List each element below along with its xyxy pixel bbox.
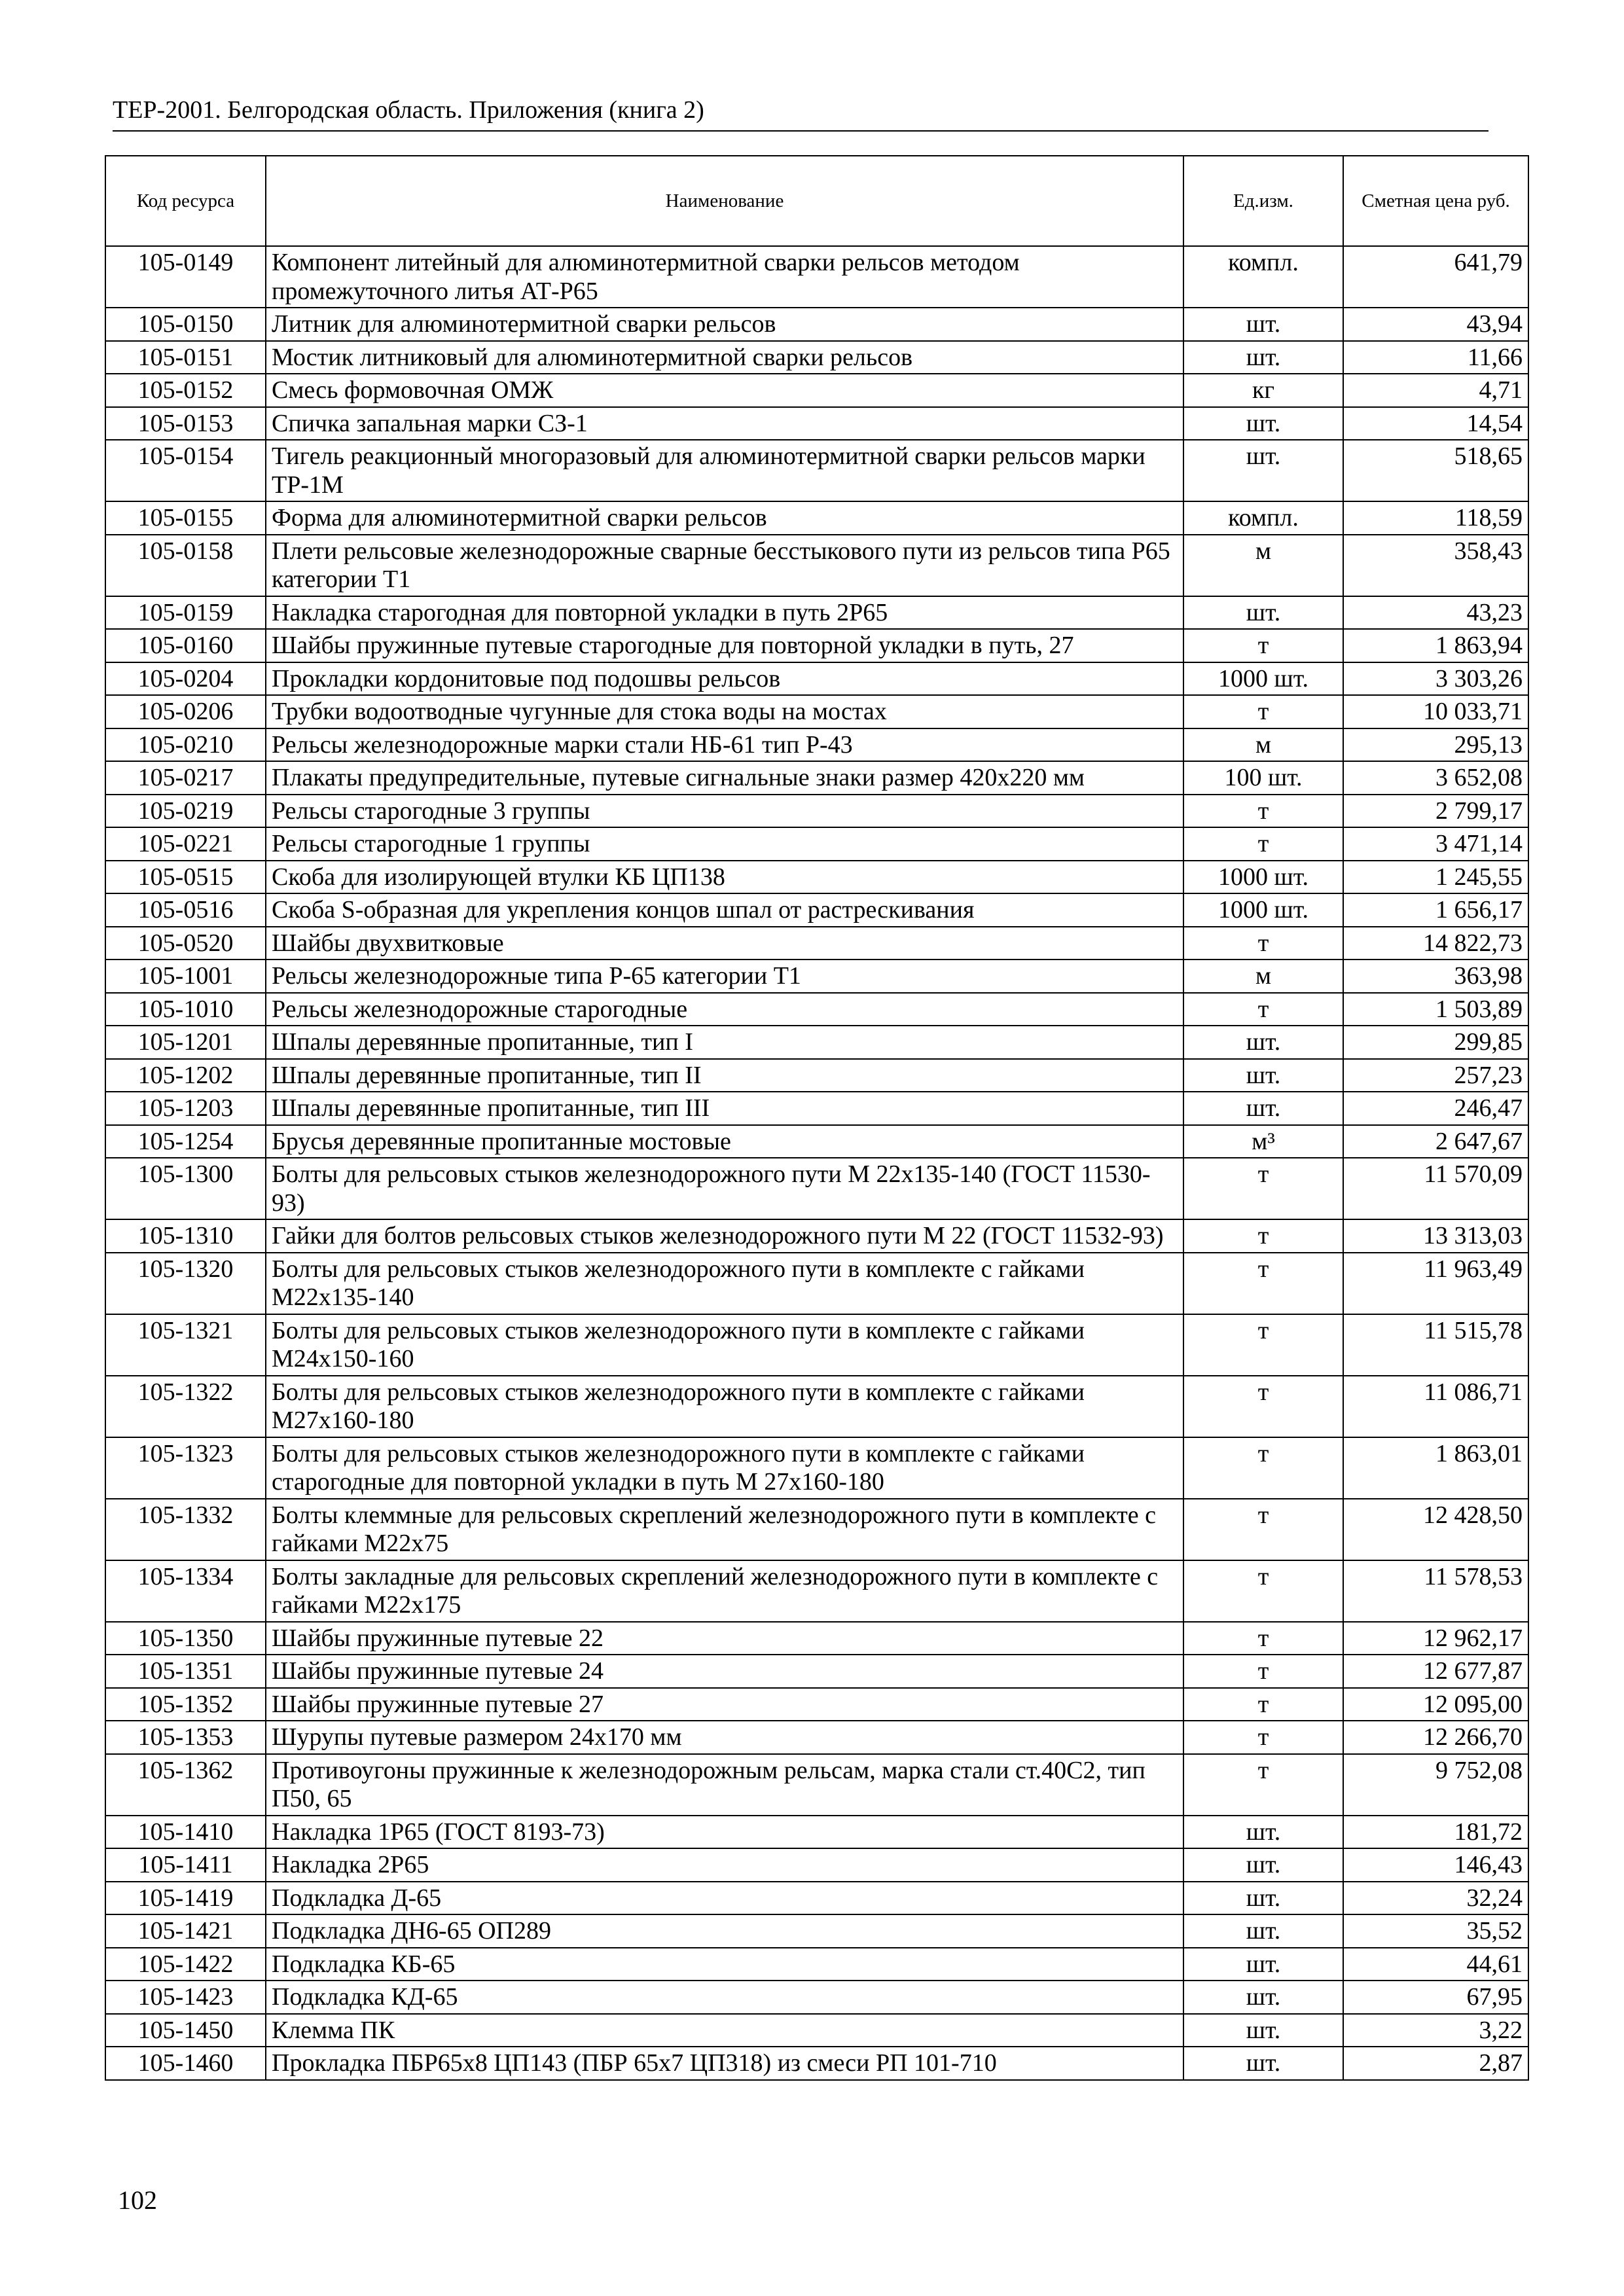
cell-price: 11 578,53 (1343, 1560, 1528, 1622)
cell-unit: шт. (1183, 596, 1343, 630)
cell-price: 67,95 (1343, 1981, 1528, 2014)
cell-price: 1 245,55 (1343, 861, 1528, 894)
cell-unit: т (1183, 1437, 1343, 1499)
cell-resource-code: 105-1254 (105, 1125, 266, 1158)
table-row (105, 1125, 1528, 1158)
cell-resource-name: Болты закладные для рельсовых скреплений железнодорожного пути в комплекте с гайками М22х175 (266, 1560, 1183, 1622)
cell-resource-name: Плакаты предупредительные, путевые сигнальные знаки размер 420х220 мм (266, 761, 1183, 795)
table-row (105, 1092, 1528, 1125)
cell-unit: шт. (1183, 1816, 1343, 1849)
table-body (105, 246, 1528, 2080)
cell-resource-name: Смесь формовочная ОМЖ (266, 374, 1183, 407)
cell-unit: т (1183, 993, 1343, 1026)
cell-price: 181,72 (1343, 1816, 1528, 1849)
cell-resource-name: Болты для рельсовых стыков железнодорожного пути в комплекте с гайками М22х135-140 (266, 1253, 1183, 1314)
cell-price: 3 652,08 (1343, 761, 1528, 795)
cell-price: 12 677,87 (1343, 1655, 1528, 1688)
cell-unit: шт. (1183, 308, 1343, 341)
table-row (105, 246, 1528, 308)
cell-resource-name: Тигель реакционный многоразовый для алюминотермитной сварки рельсов марки ТР-1М (266, 440, 1183, 501)
cell-price: 14,54 (1343, 407, 1528, 440)
cell-resource-name: Скоба S-образная для укрепления концов шпал от растрескивания (266, 893, 1183, 927)
cell-resource-name: Подкладка ДН6-65 ОП289 (266, 1914, 1183, 1948)
cell-unit: т (1183, 695, 1343, 728)
cell-resource-code: 105-1450 (105, 2014, 266, 2047)
cell-resource-code: 105-1322 (105, 1376, 266, 1437)
cell-resource-code: 105-0152 (105, 374, 266, 407)
cell-unit: т (1183, 1314, 1343, 1376)
cell-unit: шт. (1183, 2047, 1343, 2080)
cell-resource-name: Накладка старогодная для повторной укладки в путь 2Р65 (266, 596, 1183, 630)
cell-resource-name: Шайбы пружинные путевые 24 (266, 1655, 1183, 1688)
cell-resource-code: 105-1423 (105, 1981, 266, 2014)
cell-resource-name: Накладка 1Р65 (ГОСТ 8193-73) (266, 1816, 1183, 1849)
page-number: 102 (118, 2185, 157, 2215)
table-row (105, 795, 1528, 828)
table-row (105, 1655, 1528, 1688)
column-header-name: Наименование (266, 156, 1183, 246)
cell-price: 12 428,50 (1343, 1499, 1528, 1560)
cell-resource-name: Подкладка КД-65 (266, 1981, 1183, 2014)
cell-resource-code: 105-1300 (105, 1158, 266, 1219)
cell-resource-code: 105-0151 (105, 341, 266, 374)
cell-price: 11,66 (1343, 341, 1528, 374)
cell-resource-code: 105-1351 (105, 1655, 266, 1688)
cell-resource-code: 105-0160 (105, 629, 266, 662)
column-header-unit: Ед.изм. (1183, 156, 1343, 246)
cell-unit: шт. (1183, 440, 1343, 501)
cell-price: 1 863,94 (1343, 629, 1528, 662)
column-header-price (1343, 156, 1528, 246)
table-row (105, 1622, 1528, 1655)
cell-resource-name: Клемма ПК (266, 2014, 1183, 2047)
table-row (105, 1499, 1528, 1560)
cell-price: 12 095,00 (1343, 1688, 1528, 1721)
cell-resource-name: Болты клеммные для рельсовых скреплений железнодорожного пути в комплекте с гайками М22х75 (266, 1499, 1183, 1560)
cell-resource-code: 105-0219 (105, 795, 266, 828)
cell-resource-code: 105-1353 (105, 1721, 266, 1754)
cell-resource-name: Шурупы путевые размером 24х170 мм (266, 1721, 1183, 1754)
cell-unit: т (1183, 827, 1343, 861)
cell-resource-name: Рельсы железнодорожные типа Р-65 категории Т1 (266, 960, 1183, 993)
table-row (105, 535, 1528, 596)
cell-unit: м (1183, 728, 1343, 762)
cell-resource-code: 105-0217 (105, 761, 266, 795)
table-row (105, 501, 1528, 535)
cell-price: 43,94 (1343, 308, 1528, 341)
cell-resource-code: 105-0206 (105, 695, 266, 728)
cell-price: 295,13 (1343, 728, 1528, 762)
cell-resource-name: Болты для рельсовых стыков железнодорожного пути в комплекте с гайками М24х150-160 (266, 1314, 1183, 1376)
cell-resource-code: 105-0155 (105, 501, 266, 535)
table-row (105, 1376, 1528, 1437)
cell-resource-name: Рельсы железнодорожные марки стали НБ-61 тип Р-43 (266, 728, 1183, 762)
table-row (105, 728, 1528, 762)
cell-price: 2,87 (1343, 2047, 1528, 2080)
cell-unit: 1000 шт. (1183, 861, 1343, 894)
table-row (105, 2014, 1528, 2047)
cell-resource-name: Рельсы железнодорожные старогодные (266, 993, 1183, 1026)
table-row (105, 1026, 1528, 1059)
cell-resource-name: Шайбы пружинные путевые 22 (266, 1622, 1183, 1655)
cell-price: 299,85 (1343, 1026, 1528, 1059)
cell-price: 363,98 (1343, 960, 1528, 993)
cell-unit: т (1183, 1622, 1343, 1655)
table-row (105, 1253, 1528, 1314)
cell-resource-code: 105-1202 (105, 1059, 266, 1092)
cell-resource-name: Болты для рельсовых стыков железнодорожного пути в комплекте с гайками старогодные для повторной укладки в путь М 27х160-180 (266, 1437, 1183, 1499)
cell-resource-name: Болты для рельсовых стыков железнодорожного пути в комплекте с гайками М27х160-180 (266, 1376, 1183, 1437)
cell-resource-code: 105-0520 (105, 927, 266, 960)
cell-resource-code: 105-1203 (105, 1092, 266, 1125)
table-row (105, 861, 1528, 894)
cell-unit: м (1183, 960, 1343, 993)
cell-unit: м (1183, 535, 1343, 596)
cell-resource-name: Мостик литниковый для алюминотермитной сварки рельсов (266, 341, 1183, 374)
cell-price: 43,23 (1343, 596, 1528, 630)
cell-resource-code: 105-0158 (105, 535, 266, 596)
cell-resource-code: 105-1334 (105, 1560, 266, 1622)
cell-resource-code: 105-0154 (105, 440, 266, 501)
cell-unit: т (1183, 1376, 1343, 1437)
cell-unit: шт. (1183, 1059, 1343, 1092)
cell-resource-code: 105-1350 (105, 1622, 266, 1655)
cell-unit: т (1183, 795, 1343, 828)
table-row (105, 927, 1528, 960)
cell-unit: 100 шт. (1183, 761, 1343, 795)
table-row (105, 662, 1528, 696)
table-row (105, 1158, 1528, 1219)
cell-price: 246,47 (1343, 1092, 1528, 1125)
cell-resource-name: Шайбы пружинные путевые старогодные для повторной укладки в путь, 27 (266, 629, 1183, 662)
table-row (105, 1816, 1528, 1849)
table-row (105, 761, 1528, 795)
cell-resource-code: 105-1320 (105, 1253, 266, 1314)
cell-price: 1 503,89 (1343, 993, 1528, 1026)
table-row (105, 596, 1528, 630)
cell-resource-name: Плети рельсовые железнодорожные сварные бесстыкового пути из рельсов типа Р65 категории Т1 (266, 535, 1183, 596)
cell-unit: м³ (1183, 1125, 1343, 1158)
cell-resource-name: Форма для алюминотермитной сварки рельсов (266, 501, 1183, 535)
cell-price: 1 656,17 (1343, 893, 1528, 927)
cell-unit: т (1183, 1560, 1343, 1622)
cell-price: 2 799,17 (1343, 795, 1528, 828)
cell-price: 2 647,67 (1343, 1125, 1528, 1158)
table-row (105, 629, 1528, 662)
cell-price: 12 266,70 (1343, 1721, 1528, 1754)
cell-resource-code: 105-1410 (105, 1816, 266, 1849)
cell-price: 3 471,14 (1343, 827, 1528, 861)
cell-resource-code: 105-1411 (105, 1848, 266, 1882)
table-row (105, 1882, 1528, 1915)
cell-price: 14 822,73 (1343, 927, 1528, 960)
page-header: ТЕР-2001. Белгородская область. Приложения (книга 2) (113, 95, 1489, 132)
table-row (105, 2047, 1528, 2080)
cell-price: 11 570,09 (1343, 1158, 1528, 1219)
cell-resource-name: Брусья деревянные пропитанные мостовые (266, 1125, 1183, 1158)
cell-resource-code: 105-0149 (105, 246, 266, 308)
cell-unit: 1000 шт. (1183, 893, 1343, 927)
cell-price: 44,61 (1343, 1948, 1528, 1981)
cell-resource-name: Прокладка ПБР65х8 ЦП143 (ПБР 65х7 ЦП318) из смеси РП 101-710 (266, 2047, 1183, 2080)
cell-resource-name: Подкладка КБ-65 (266, 1948, 1183, 1981)
cell-resource-code: 105-1422 (105, 1948, 266, 1981)
cell-price: 146,43 (1343, 1848, 1528, 1882)
cell-resource-code: 105-0210 (105, 728, 266, 762)
cell-resource-code: 105-1201 (105, 1026, 266, 1059)
cell-resource-name: Шпалы деревянные пропитанные, тип II (266, 1059, 1183, 1092)
cell-unit: т (1183, 1499, 1343, 1560)
table-row (105, 1981, 1528, 2014)
cell-resource-code: 105-1010 (105, 993, 266, 1026)
table-row (105, 960, 1528, 993)
table-row (105, 893, 1528, 927)
cell-price: 12 962,17 (1343, 1622, 1528, 1655)
column-header-code: Код ресурса (105, 156, 266, 246)
cell-unit: компл. (1183, 246, 1343, 308)
cell-resource-name: Противоугоны пружинные к железнодорожным рельсам, марка стали ст.40С2, тип П50, 65 (266, 1754, 1183, 1816)
table-row (105, 1314, 1528, 1376)
cell-price: 10 033,71 (1343, 695, 1528, 728)
cell-price: 4,71 (1343, 374, 1528, 407)
cell-unit: т (1183, 1721, 1343, 1754)
cell-unit: шт. (1183, 2014, 1343, 2047)
cell-unit: т (1183, 1158, 1343, 1219)
cell-unit: шт. (1183, 1092, 1343, 1125)
cell-price: 518,65 (1343, 440, 1528, 501)
cell-resource-name: Прокладки кордонитовые под подошвы рельсов (266, 662, 1183, 696)
cell-price: 11 515,78 (1343, 1314, 1528, 1376)
cell-resource-name: Гайки для болтов рельсовых стыков железнодорожного пути М 22 (ГОСТ 11532-93) (266, 1219, 1183, 1253)
table-row (105, 993, 1528, 1026)
cell-resource-code: 105-1362 (105, 1754, 266, 1816)
cell-resource-code: 105-0153 (105, 407, 266, 440)
cell-resource-name: Шайбы пружинные путевые 27 (266, 1688, 1183, 1721)
cell-resource-name: Шайбы двухвитковые (266, 927, 1183, 960)
cell-unit: т (1183, 1253, 1343, 1314)
table-row (105, 341, 1528, 374)
cell-unit: шт. (1183, 341, 1343, 374)
table-row (105, 827, 1528, 861)
table-row (105, 1059, 1528, 1092)
cell-price: 641,79 (1343, 246, 1528, 308)
cell-resource-code: 105-0159 (105, 596, 266, 630)
table-row (105, 1437, 1528, 1499)
cell-resource-name: Трубки водоотводные чугунные для стока воды на мостах (266, 695, 1183, 728)
table-row (105, 1914, 1528, 1948)
cell-unit: т (1183, 1754, 1343, 1816)
cell-price: 118,59 (1343, 501, 1528, 535)
table-row (105, 308, 1528, 341)
column-header-price-text: Сметная цена руб. (1362, 190, 1510, 211)
cell-resource-name: Подкладка Д-65 (266, 1882, 1183, 1915)
cell-resource-code: 105-0150 (105, 308, 266, 341)
cell-resource-name: Накладка 2Р65 (266, 1848, 1183, 1882)
cell-resource-code: 105-1321 (105, 1314, 266, 1376)
cell-price: 358,43 (1343, 535, 1528, 596)
table-row (105, 1848, 1528, 1882)
cell-unit: шт. (1183, 1914, 1343, 1948)
cell-resource-code: 105-1001 (105, 960, 266, 993)
cell-price: 32,24 (1343, 1882, 1528, 1915)
table-row (105, 1948, 1528, 1981)
cell-resource-code: 105-1310 (105, 1219, 266, 1253)
cell-resource-name: Рельсы старогодные 1 группы (266, 827, 1183, 861)
cell-unit: шт. (1183, 407, 1343, 440)
cell-unit: шт. (1183, 1981, 1343, 2014)
cell-resource-name: Рельсы старогодные 3 группы (266, 795, 1183, 828)
cell-resource-code: 105-1332 (105, 1499, 266, 1560)
cell-unit: 1000 шт. (1183, 662, 1343, 696)
cell-resource-code: 105-1460 (105, 2047, 266, 2080)
cell-unit: кг (1183, 374, 1343, 407)
cell-price: 257,23 (1343, 1059, 1528, 1092)
cell-resource-code: 105-1419 (105, 1882, 266, 1915)
cell-resource-code: 105-0221 (105, 827, 266, 861)
cell-price: 9 752,08 (1343, 1754, 1528, 1816)
cell-unit: т (1183, 1688, 1343, 1721)
cell-resource-code: 105-1352 (105, 1688, 266, 1721)
cell-resource-code: 105-0515 (105, 861, 266, 894)
cell-resource-code: 105-1323 (105, 1437, 266, 1499)
cell-resource-name: Шпалы деревянные пропитанные, тип III (266, 1092, 1183, 1125)
cell-price: 1 863,01 (1343, 1437, 1528, 1499)
cell-resource-name: Компонент литейный для алюминотермитной сварки рельсов методом промежуточного литья АТ-Р65 (266, 246, 1183, 308)
cell-resource-name: Спичка запальная марки СЗ-1 (266, 407, 1183, 440)
cell-unit: шт. (1183, 1848, 1343, 1882)
cell-unit: шт. (1183, 1882, 1343, 1915)
cell-unit: т (1183, 927, 1343, 960)
table-row (105, 1560, 1528, 1622)
cell-resource-code: 105-1421 (105, 1914, 266, 1948)
table-row (105, 407, 1528, 440)
resource-price-table (105, 155, 1529, 2081)
cell-price: 11 963,49 (1343, 1253, 1528, 1314)
cell-unit: т (1183, 629, 1343, 662)
cell-resource-code: 105-0204 (105, 662, 266, 696)
table-header-row (105, 156, 1528, 246)
table-row (105, 695, 1528, 728)
table-row (105, 1688, 1528, 1721)
cell-unit: компл. (1183, 501, 1343, 535)
cell-resource-name: Болты для рельсовых стыков железнодорожного пути М 22х135-140 (ГОСТ 11530-93) (266, 1158, 1183, 1219)
table-row (105, 440, 1528, 501)
cell-resource-name: Скоба для изолирующей втулки КБ ЦП138 (266, 861, 1183, 894)
cell-unit: шт. (1183, 1026, 1343, 1059)
cell-price: 13 313,03 (1343, 1219, 1528, 1253)
cell-unit: т (1183, 1655, 1343, 1688)
cell-resource-name: Шпалы деревянные пропитанные, тип I (266, 1026, 1183, 1059)
cell-resource-code: 105-0516 (105, 893, 266, 927)
cell-price: 3,22 (1343, 2014, 1528, 2047)
cell-resource-name: Литник для алюминотермитной сварки рельсов (266, 308, 1183, 341)
table-row (105, 1219, 1528, 1253)
cell-price: 3 303,26 (1343, 662, 1528, 696)
cell-unit: т (1183, 1219, 1343, 1253)
cell-unit: шт. (1183, 1948, 1343, 1981)
cell-price: 35,52 (1343, 1914, 1528, 1948)
table-row (105, 1721, 1528, 1754)
table-row (105, 374, 1528, 407)
table-row (105, 1754, 1528, 1816)
cell-price: 11 086,71 (1343, 1376, 1528, 1437)
